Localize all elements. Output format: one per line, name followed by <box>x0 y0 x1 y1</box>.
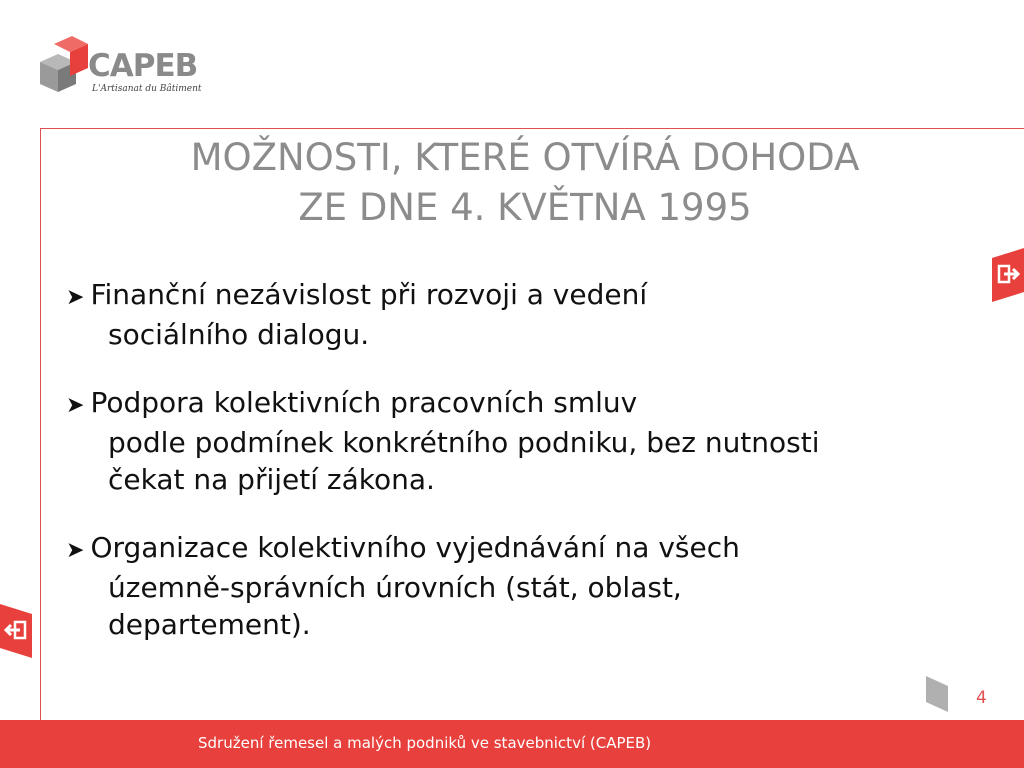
bullet-1-line-1: Finanční nezávislost při rozvoji a vedení <box>90 278 648 311</box>
previous-slide-exit-icon[interactable] <box>0 604 32 658</box>
bullet-3-line-2: územně-správních úrovních (stát, oblast, <box>108 571 682 604</box>
page-number: 4 <box>976 688 987 708</box>
logo-wordmark: CAPEB <box>88 48 198 84</box>
bullet-3-line-3: departement). <box>108 608 311 641</box>
slide-title <box>60 133 990 233</box>
bullet-1-line-2: sociálního dialogu. <box>108 318 370 351</box>
bullet-item <box>66 384 976 498</box>
bullet-2-line-2: podle podmínek konkrétního podniku, bez nutnosti <box>108 426 820 459</box>
bullet-item <box>66 276 976 353</box>
capeb-cube-icon <box>38 34 90 94</box>
bullet-2-line-3: čekat na přijetí zákona. <box>108 463 435 496</box>
next-slide-exit-icon[interactable] <box>992 248 1024 302</box>
title-line-1: MOŽNOSTI, KTERÉ OTVÍRÁ DOHODA <box>190 136 860 179</box>
arrow-bullet-icon: ➤ <box>66 538 85 563</box>
footer-bar <box>0 720 1024 768</box>
page-corner-icon <box>926 676 948 712</box>
arrow-bullet-icon: ➤ <box>66 393 85 418</box>
bullet-list <box>66 276 976 643</box>
arrow-bullet-icon: ➤ <box>66 285 85 310</box>
footer-text: Sdružení řemesel a malých podniků ve stavebnictví (CAPEB) <box>198 734 652 752</box>
title-line-2: ZE DNE 4. KVĚTNA 1995 <box>298 186 752 229</box>
bullet-3-line-1: Organizace kolektivního vyjednávání na všech <box>90 531 740 564</box>
logo-tagline: L'Artisanat du Bâtiment <box>92 84 202 94</box>
bullet-item <box>66 529 976 643</box>
bullet-2-line-1: Podpora kolektivních pracovních smluv <box>90 386 638 419</box>
capeb-logo <box>38 34 210 104</box>
